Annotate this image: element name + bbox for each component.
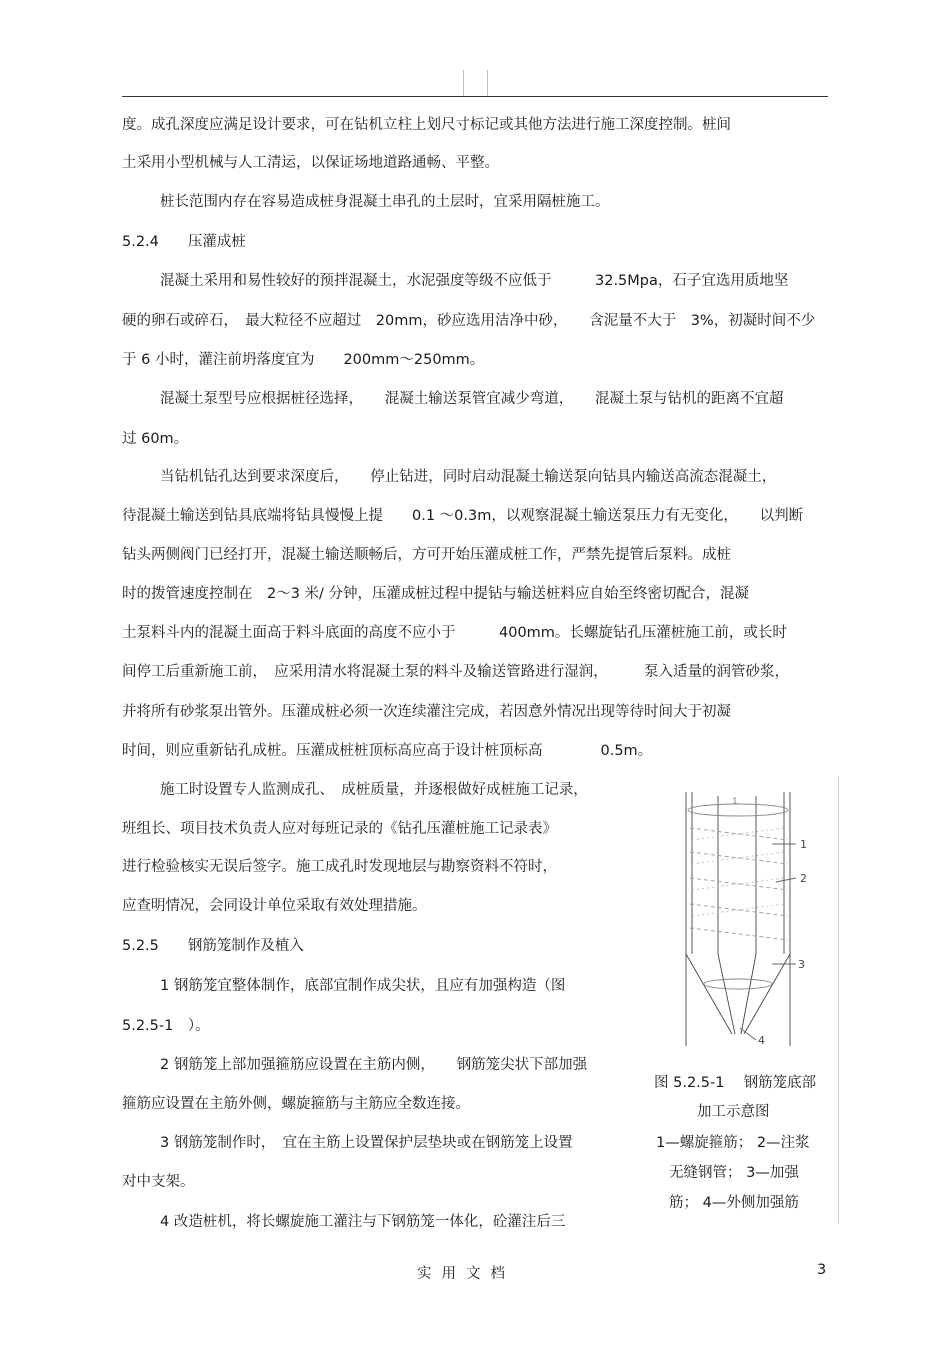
text-line: 箍筋应设置在主筋外侧，螺旋箍筋与主筋应全数连接。 bbox=[122, 1096, 470, 1112]
text-line: 班组长、项目技术负责人应对每班记录的《钻孔压灌桩施工记录表》 bbox=[122, 821, 557, 837]
text-line: 当钻机钻孔达到要求深度后， 停止钻进，同时启动混凝土输送泵向钻具内输送高流态混凝土， bbox=[160, 469, 777, 485]
section-heading: 5.2.5 钢筋笼制作及植入 bbox=[122, 938, 304, 954]
text-line: 施工时设置专人监测成孔、 成桩质量，并逐根做好成桩施工记录， bbox=[160, 782, 588, 798]
text-line: 并将所有砂浆泵出管外。压灌成桩必须一次连续灌注完成，若因意外情况出现等待时间大于初凝 bbox=[122, 704, 731, 720]
text-line: 土采用小型机械与人工清运，以保证场地道路通畅、平整。 bbox=[122, 155, 499, 171]
figure-label: 4 bbox=[758, 1034, 765, 1047]
page-footer: 实用文档 bbox=[417, 1266, 515, 1282]
text-line: 混凝土采用和易性较好的预拌混凝土，水泥强度等级不应低于 32.5Mpa，石子宜选用质地坚 bbox=[160, 273, 789, 289]
text-line: 待混凝土输送到钻具底端将钻具慢慢上提 0.1 ～0.3m，以观察混凝土输送泵压力有无变化， 以判断 bbox=[122, 508, 804, 524]
text-line: 时的拨管速度控制在 2～3 米/ 分钟，压灌成桩过程中提钻与输送桩料应自始至终密切配合，混凝 bbox=[122, 586, 750, 602]
text-line: 度。成孔深度应满足设计要求，可在钻机立柱上划尺寸标记或其他方法进行施工深度控制。桩间 bbox=[122, 117, 731, 133]
text-line: 1 钢筋笼宜整体制作，底部宜制作成尖状，且应有加强构造（图 bbox=[160, 978, 566, 994]
text-line: 硬的卵石或碎石， 最大粒径不应超过 20mm，砂应选用洁净中砂， 含泥量不大于 3%，初凝时间不少 bbox=[122, 313, 816, 329]
figure-caption-line: 无缝钢管； 3—加强 bbox=[669, 1165, 799, 1181]
rebar-cage-figure bbox=[672, 788, 812, 1058]
figure-label: 2 bbox=[800, 872, 807, 885]
figure-caption-line: 筋； 4—外侧加强筋 bbox=[669, 1195, 799, 1211]
figure-caption-line: 加工示意图 bbox=[697, 1104, 770, 1120]
figure-label: 3 bbox=[798, 958, 805, 971]
figure-caption-line: 1—螺旋箍筋； 2—注浆 bbox=[656, 1135, 810, 1151]
text-line: 2 钢筋笼上部加强箍筋应设置在主筋内侧， 钢筋笼尖状下部加强 bbox=[160, 1057, 588, 1073]
figure-label: 1 bbox=[800, 838, 807, 851]
text-line: 于 6 小时，灌注前坍落度宜为 200mm～250mm。 bbox=[122, 352, 485, 368]
page-number: 3 bbox=[817, 1262, 827, 1278]
text-line: 对中支架。 bbox=[122, 1174, 195, 1190]
text-line: 应查明情况，会同设计单位采取有效处理措施。 bbox=[122, 898, 427, 914]
header-rule bbox=[122, 96, 828, 97]
text-line: 混凝土泵型号应根据桩径选择， 混凝土输送泵管宜减少弯道， 混凝土泵与钻机的距离不宜超 bbox=[160, 391, 784, 407]
header-mark-left bbox=[463, 70, 464, 96]
figure-label: 1 bbox=[732, 797, 738, 807]
figure-divider bbox=[838, 776, 839, 1224]
text-line: 进行检验核实无误后签字。施工成孔时发现地层与勘察资料不符时， bbox=[122, 859, 557, 875]
text-line: 3 钢筋笼制作时， 宜在主筋上设置保护层垫块或在钢筋笼上设置 bbox=[160, 1135, 573, 1151]
figure-caption-line: 图 5.2.5-1 钢筋笼底部 bbox=[654, 1075, 817, 1091]
section-heading: 5.2.4 压灌成桩 bbox=[122, 234, 246, 250]
header-mark-right bbox=[487, 70, 488, 96]
text-line: 5.2.5-1 ）。 bbox=[122, 1018, 210, 1034]
text-line: 过 60m。 bbox=[122, 431, 189, 447]
text-line: 土泵料斗内的混凝土面高于料斗底面的高度不应小于 400mm。长螺旋钻孔压灌桩施工前，或长时 bbox=[122, 625, 787, 641]
text-line: 间停工后重新施工前， 应采用清水将混凝土泵的料斗及输送管路进行湿润， 泵入适量的润管砂浆， bbox=[122, 664, 789, 680]
text-line: 桩长范围内存在容易造成桩身混凝土串孔的土层时，宜采用隔桩施工。 bbox=[160, 194, 610, 210]
text-line: 时间，则应重新钻孔成桩。压灌成桩桩顶标高应高于设计桩顶标高 0.5m。 bbox=[122, 743, 653, 759]
text-line: 钻头两侧阀门已经打开，混凝土输送顺畅后，方可开始压灌成桩工作，严禁先提管后泵料。成桩 bbox=[122, 547, 731, 563]
text-line: 4 改造桩机，将长螺旋施工灌注与下钢筋笼一体化，砼灌注后三 bbox=[160, 1214, 566, 1230]
